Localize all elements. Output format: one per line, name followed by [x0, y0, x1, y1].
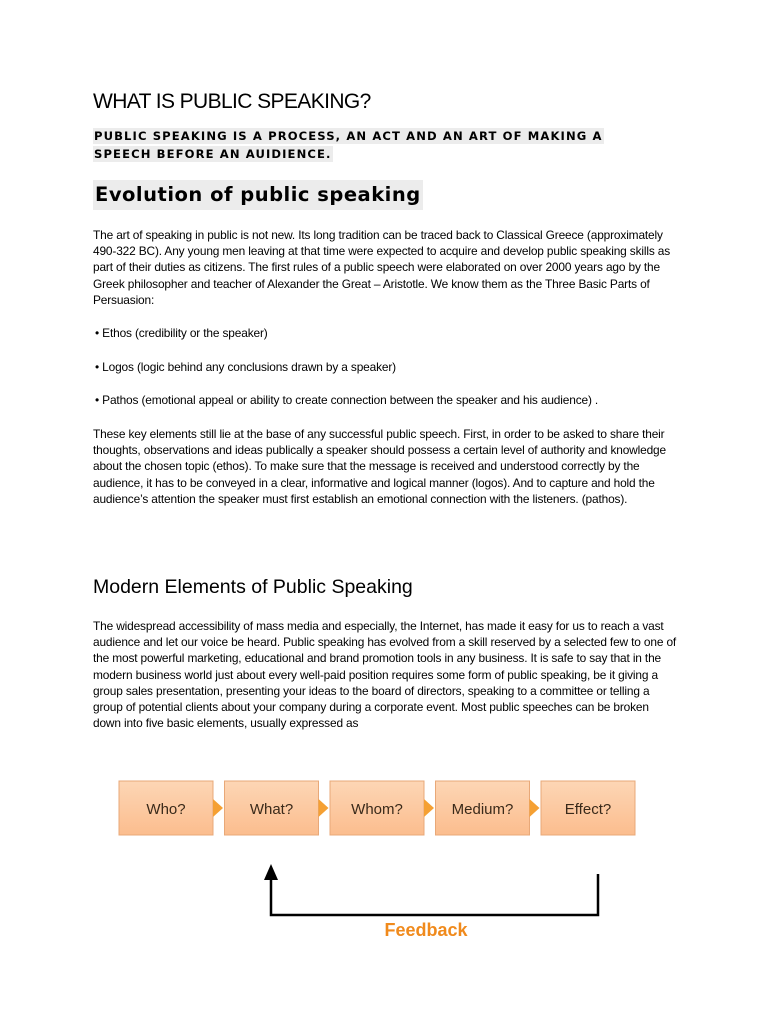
step-label: Whom?: [351, 801, 403, 818]
step-whom: [330, 781, 424, 835]
bullet-logos: • Logos (logic behind any conclusions drawn by a speaker): [95, 360, 396, 374]
feedback-line: [271, 874, 598, 915]
feedback-arrowhead: [264, 864, 278, 880]
steps-group: [119, 781, 635, 835]
step-connector-arrow: [319, 799, 329, 817]
communication-flow-diagram: [113, 778, 643, 948]
step-label: Medium?: [451, 801, 514, 818]
step-what: [225, 781, 319, 835]
step-label: Who?: [146, 801, 186, 818]
modern-heading: Modern Elements of Public Speaking: [93, 576, 413, 598]
step-effect: [541, 781, 635, 835]
evolution-paragraph-2: These key elements still lie at the base of any successful public speech. First, in order to be asked to share their thoughts, observations and ideas publically a speaker should possess a certain level of authority and knowledge about the chosen topic (ethos). To make sure that the message is received and understood correctly by the audience, it has to be conveyed in a clear, informative and logical manner (logos). And to capture and hold the audience’s attention the speaker must first establish an emotional connection with the listeners. (pathos).: [93, 427, 666, 506]
step-label: Effect?: [564, 801, 612, 818]
page-title: WHAT IS PUBLIC SPEAKING?: [93, 90, 371, 113]
step-who: [119, 781, 213, 835]
bullet-ethos: • Ethos (credibility or the speaker): [95, 326, 268, 340]
evolution-paragraph-1: The art of speaking in public is not new. Its long tradition can be traced back to Classical Greece (approximately 490-322 BC). Any young men leaving at that time were expected to acquire and develop public speaking skills as part of their duties as citizens. The first rules of a public speech were elaborated on over 2000 years ago by the Greek philosopher and teacher of Alexander the Great – Aristotle. We know them as the Three Basic Parts of Persuasion:: [93, 228, 671, 307]
modern-paragraph: The widespread accessibility of mass media and especially, the Internet, has made it easy for us to reach a vast audience and let our voice be heard. Public speaking has evolved from a skill reserved by a selected few to one of the most powerful marketing, educational and brand promotion tools in any business. It is safe to say that in the modern business world just about every well-paid position requires some form of public speaking, be it giving a group sales presentation, presenting your ideas to the board of directors, speaking to a committee or telling a group of potential clients about your company during a corporate event. Most public speeches can be broken down into five basic elements, usually expressed as: [93, 619, 677, 731]
step-connector-arrow: [424, 799, 434, 817]
feedback-loop: [264, 864, 598, 915]
step-medium: [436, 781, 530, 835]
step-label: What?: [249, 801, 294, 818]
page-subtitle: [93, 128, 653, 163]
step-connector-arrow: [213, 799, 223, 817]
step-connector-arrow: [530, 799, 540, 817]
subtitle-text: PUBLIC SPEAKING IS A PROCESS, AN ACT AND AN ART OF MAKING A SPEECH BEFORE AN AUIDIENCE.: [94, 129, 603, 161]
feedback-label: Feedback: [384, 920, 468, 940]
evolution-heading: Evolution of public speaking: [93, 180, 423, 210]
bullet-pathos: • Pathos (emotional appeal or ability to create connection between the speaker and his audience) .: [95, 393, 599, 407]
